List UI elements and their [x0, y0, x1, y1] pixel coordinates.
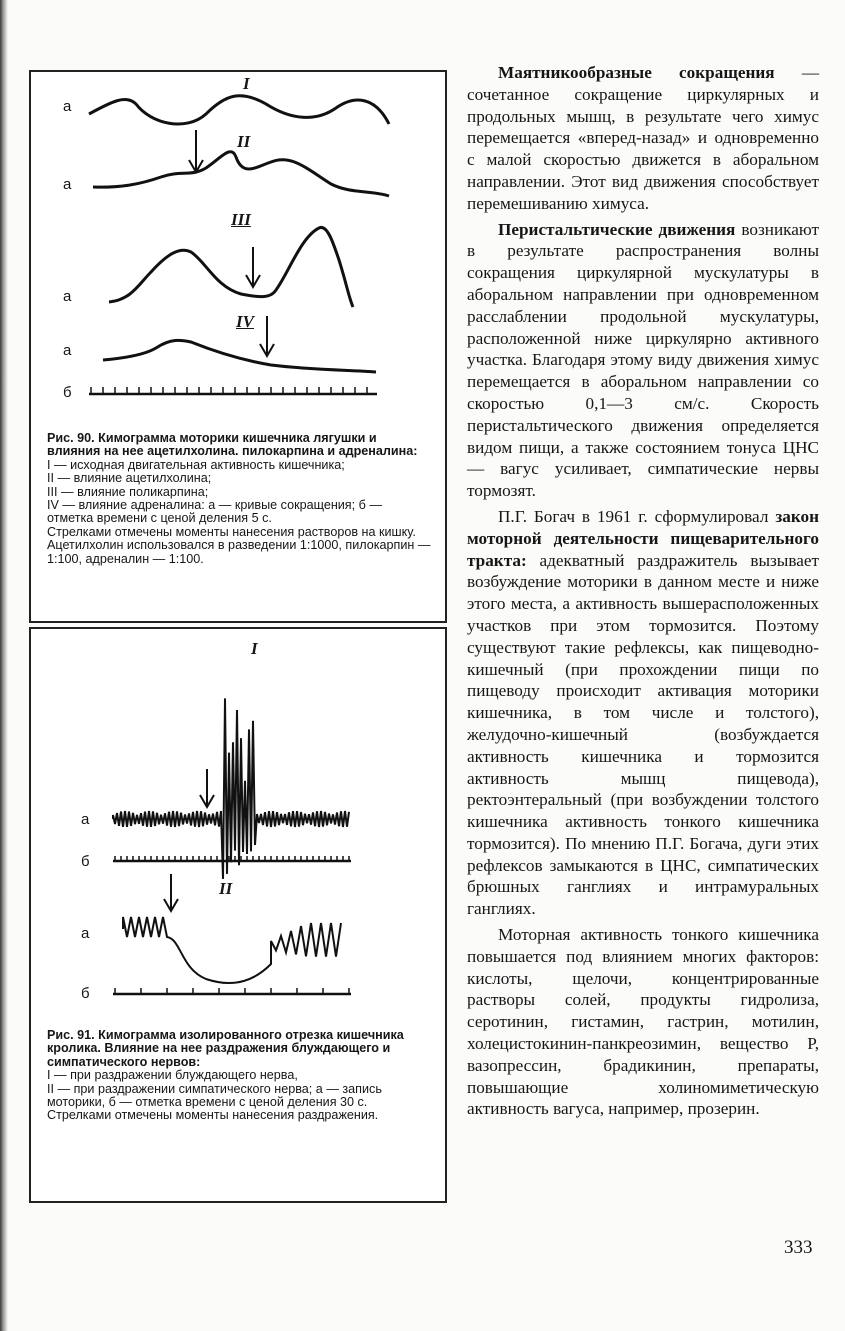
page-number: 333 [784, 1237, 813, 1258]
caption-line: II — влияние ацетилхолина; [47, 471, 212, 486]
figure-91 [29, 627, 447, 1203]
arrow-I [200, 769, 214, 807]
label-a-3: а [63, 288, 72, 305]
figure-91-caption [47, 1029, 431, 1123]
label-a-2: а [81, 925, 90, 942]
caption-title: Рис. 91. Кимограмма изолированного отрезка кишечника кролика. Влияние на нее раздражения блуждающего и симпатического нервов: [47, 1028, 404, 1069]
label-III: III [231, 210, 251, 229]
caption-line: I — при раздражении блуждающего нерва, [47, 1068, 298, 1083]
paragraph-text: П.Г. Богач в 1961 г. сформулировал [498, 506, 776, 526]
body-text [467, 62, 819, 1124]
label-b: б [63, 384, 72, 401]
curve-IV [103, 340, 376, 372]
label-a-1: а [81, 811, 90, 828]
label-I: I [243, 74, 250, 93]
curve-II [93, 152, 389, 196]
caption-line: III — влияние поликарпина; [47, 484, 209, 499]
label-b-2: б [81, 985, 90, 1002]
caption-line: II — при раздражении симпатического нерва; а — запись моторики, б — отметка времени с ценой деления 30 с. [47, 1081, 382, 1110]
figure-90 [29, 70, 447, 623]
figure-90-caption [47, 432, 431, 566]
caption-line: IV — влияние адреналина: а — кривые сокращения; б — отметка времени с ценой деления 5 с. [47, 498, 382, 526]
page-binding-edge [0, 0, 8, 1331]
caption-line: I — исходная двигательная активность кишечника; [47, 457, 345, 472]
term-pendular: Маятникообразные сокращения [498, 63, 775, 82]
paragraph-pendular [467, 62, 819, 215]
paragraph-text: — сочетанное сокращение циркулярных и продольных мышц, в результате чего химус перемещается «вперед-назад» и одновременно с малой скоростью движется в аборальном направлении. Этот вид движения способствует перемешиванию химуса. [467, 63, 820, 213]
arrow-IV [260, 316, 274, 356]
arrow-II [189, 130, 203, 172]
paragraph-peristaltic [467, 219, 819, 502]
trace-II [123, 917, 341, 983]
label-II: II [237, 132, 251, 151]
paragraph-bogach-law [467, 506, 819, 920]
label-b-1: б [81, 853, 90, 870]
caption-line: Стрелками отмечены моменты нанесения раздражения. [47, 1108, 379, 1123]
paragraph-text: Моторная активность тонкого кишечника повышается под влиянием многих факторов: кислоты, щелочи, концентрированные растворы солей, продукты гидролиза, серотинин, гистамин, гастрин, мотилин, холецистокинин-панкреозимин, вещество Р, вазопрессин, брадикинин, препараты, повышающие холиномиметическую активность вагуса, например, прозерин. [467, 925, 819, 1119]
term-peristaltic: Перистальтические движения [498, 219, 736, 239]
caption-line: Стрелками отмечены моменты нанесения растворов на кишку. Ацетилхолин использовался в разведении 1:1000, пилокарпин — 1:100, адреналин — 1:100. [47, 524, 431, 566]
label-IV: IV [236, 312, 254, 331]
paragraph-text: адекватный раздражитель вызывает возбуждение моторики в данном месте и ниже этого места, а активность вышерасположенных участков при этом тормозится. Поэтому существуют такие рефлексы, как пищеводно-кишечный (при прохождении пищи по пищеводу происходит активация моторики кишечника, в том числе и толстого), желудочно-кишечный (возбуждается активность кишечника и тормозится активность мышц пищевода), ректоэнтеральный (при возбуждении толстого кишечника активность тонкого кишечника тормозится). По мнению П.Г. Богача, дуги этих рефлексов замыкаются в ЦНС, симпатических брюшных ганглиях и интрамуральных ганглиях. [467, 550, 819, 919]
curve-III [109, 227, 353, 307]
label-a-2: а [63, 176, 72, 193]
kymogram-91 [31, 629, 445, 1024]
label-II: II [219, 879, 233, 898]
label-I: I [251, 639, 258, 658]
trace-I [113, 698, 349, 879]
caption-title: Рис. 90. Кимограмма моторики кишечника лягушки и влияния на нее ацетилхолина. пилокарпина и адреналина: [47, 431, 418, 459]
paragraph-text: возникают в результате распространения волны сокращения циркулярной мускулатуры в аборальном направлении при одновременном расслаблении продольной мускулатуры, расположенной ниже циркулярно активного участка. Благодаря этому виду движения химус перемещается в аборальном направлении со скоростью 0,1—3 см/с. Скорость перистальтического движения определяется видом пищи, а также состоянием тонуса ЦНС — вагус усиливает, симпатические нервы тормозят. [467, 219, 819, 501]
term-motor-law: закон моторной деятельности пищеварительного тракта: [467, 506, 819, 570]
label-a-1: а [63, 98, 72, 115]
kymogram-90 [31, 72, 445, 432]
paragraph-factors [467, 924, 819, 1120]
arrow-II [164, 874, 178, 911]
label-a-4: а [63, 342, 72, 359]
arrow-III [246, 247, 260, 287]
curve-I [89, 96, 389, 124]
